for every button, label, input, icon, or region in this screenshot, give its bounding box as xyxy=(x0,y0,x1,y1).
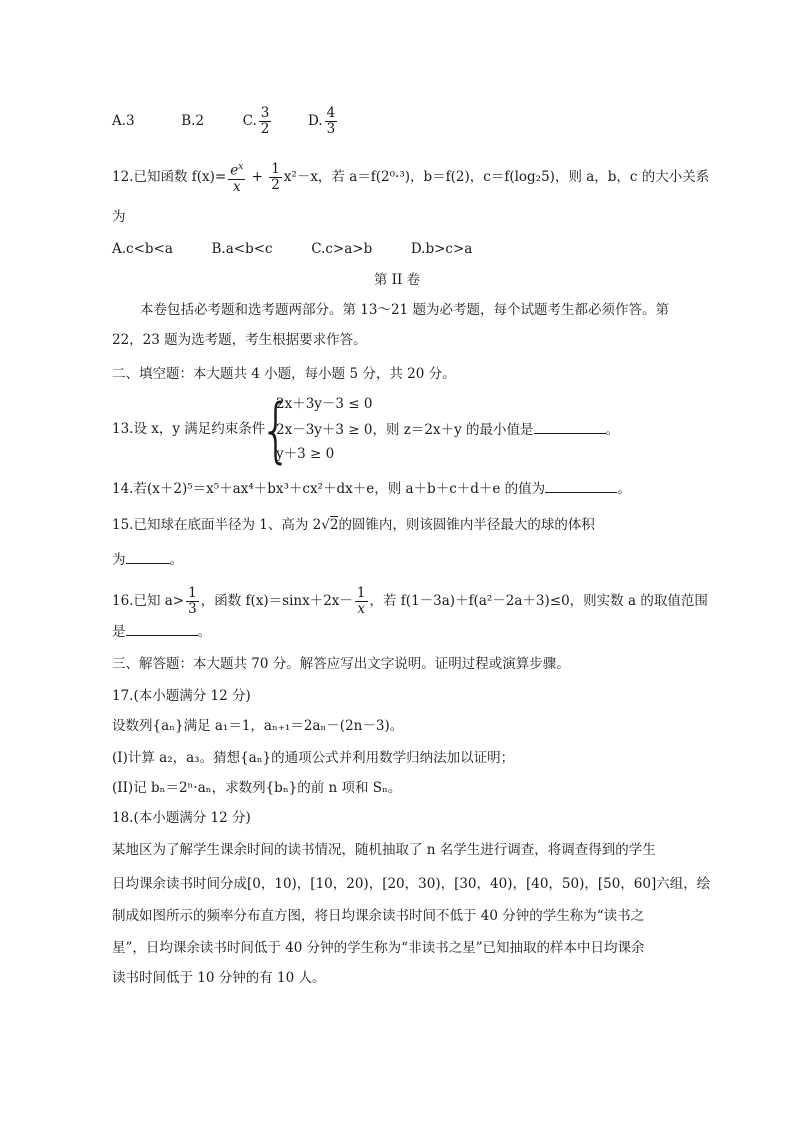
q13-constraint-2: 2x－3y＋3 ≥ 0，则 z＝2x＋y 的最小值是 。 xyxy=(276,419,619,440)
q11-option-d: D. $\frac{4}{3}$ xyxy=(307,105,336,137)
fill-heading: 二、填空题：本大题共 4 小题，每小题 5 分，共 20 分。 xyxy=(112,366,456,382)
answer-heading: 三、解答题：本大题共 70 分。解答应写出文字说明。证明过程或演算步骤。 xyxy=(112,656,570,672)
q11-option-c: C. $\frac{3}{2}$ xyxy=(242,105,270,137)
q18-line3: 制成如图所示的频率分布直方图，将日均课余读书时间不低于 40 分钟的学生称为“读书之 xyxy=(112,908,645,924)
q18-title: 18.(本小题满分 12 分) xyxy=(112,810,251,826)
q12-option-a: A.c<b<a xyxy=(112,241,173,257)
q16-stem: 16.已知 a> $\frac{1}{3}$ ，函数 f(x)＝sinx＋2x－ $\frac{1}{x}$ ，若 f(1－3a)＋f(a²－2a＋3)≤0，则实数 a 的取值范围 xyxy=(112,585,708,617)
q13-constraint-3: y＋3 ≥ 0 xyxy=(276,446,335,462)
q11-option-a: A.3 xyxy=(112,113,135,129)
q11-options xyxy=(112,106,339,137)
q12-option-d: D.b>c>a xyxy=(410,241,473,257)
q14-answer-blank[interactable] xyxy=(545,478,617,493)
sqrt-symbol: √ xyxy=(321,517,330,533)
q18-line4: 星”，日均课余读书时间低于 40 分钟的学生称为“非读书之星”已知抽取的样本中日均课余 xyxy=(112,940,645,956)
q14-stem: 14.若(x＋2)⁵＝x⁵＋ax⁴＋bx³＋cx²＋dx＋e，则 a＋b＋c＋d＋e 的值为 。 xyxy=(112,478,631,499)
q18-line2: 日均课余读书时间分成[0，10)，[10，20)，[20，30)，[30，40)，[40，50)，[50，60]六组，绘 xyxy=(112,876,711,892)
q11-option-b: B.2 xyxy=(181,113,205,129)
q13-constraint-1: 2x＋3y－3 ≤ 0 xyxy=(276,396,373,412)
q18-line5: 读书时间低于 10 分钟的有 10 人。 xyxy=(112,970,326,986)
q16-stem-cont: 是 。 xyxy=(112,621,211,642)
q12-option-c: C.c>a>b xyxy=(311,241,373,257)
q17-title: 17.(本小题满分 12 分) xyxy=(112,688,251,704)
q12-option-b: B.a<b<c xyxy=(211,241,273,257)
q15-answer-blank[interactable] xyxy=(126,549,170,564)
q12-stem: 12.已知函数 f(x)= $\frac{e^x}{x}$ + $\frac{1}{2}$ x²－x，若 a＝f(2⁰·³)，b＝f(2)，c＝f(log₂5)，则 a，b，c 的大小关系 xyxy=(112,160,710,195)
q15-stem-cont: 为 。 xyxy=(112,549,183,570)
q12-stem-cont: 为 xyxy=(112,209,126,225)
section-title: 第 II 卷 xyxy=(373,272,421,288)
q17-line1: 设数列{aₙ}满足 a₁＝1，aₙ₊₁＝2aₙ－(2n－3)。 xyxy=(112,718,404,734)
constraint-brace: { xyxy=(260,389,292,471)
q15-stem: 15.已知球在底面半径为 1、高为 2√2的圆锥内，则该圆锥内半径最大的球的体积 xyxy=(112,517,595,533)
q13-answer-blank[interactable] xyxy=(534,419,606,434)
section-intro-line2: 22，23 题为选考题，考生根据要求作答。 xyxy=(112,332,367,348)
q13-lead: 13.设 x，y 满足约束条件 xyxy=(112,421,266,437)
q12-options xyxy=(112,239,472,259)
q17-line2: (I)计算 a₂，a₃。猜想{aₙ}的通项公式并利用数学归纳法加以证明； xyxy=(112,750,515,766)
q16-answer-blank[interactable] xyxy=(126,621,198,636)
section-intro-line1: 本卷包括必考题和选考题两部分。第 13～21 题为必考题，每个试题考生都必须作答。第 xyxy=(140,302,669,318)
q18-line1: 某地区为了解学生课余时间的读书情况，随机抽取了 n 名学生进行调查，将调查得到的学生 xyxy=(112,842,656,858)
q17-line3: (II)记 bₙ＝2ⁿ·aₙ，求数列{bₙ}的前 n 项和 Sₙ。 xyxy=(112,780,402,796)
